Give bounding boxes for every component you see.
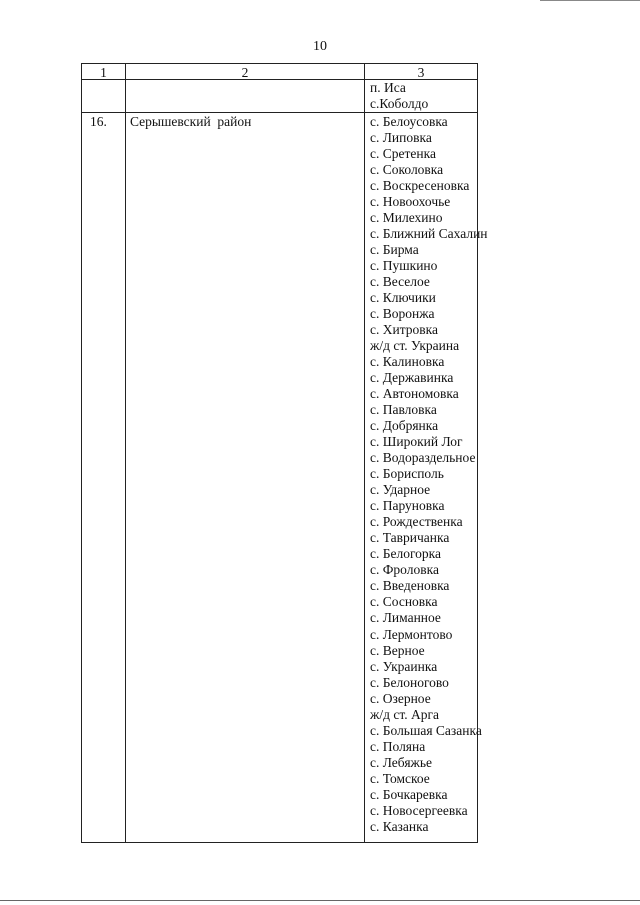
settlement-item: ж/д ст. Украина [370, 338, 460, 354]
settlement-item: с. Павловка [370, 402, 437, 418]
settlement-item: с. Поляна [370, 738, 426, 754]
settlement-item: с. Державинка [370, 370, 454, 386]
settlement-item: с. Паруновка [370, 498, 445, 514]
settlement-item: с. Калиновка [370, 354, 445, 370]
settlement-item: с. Сосновка [370, 594, 438, 610]
settlement-item: с. Бочкаревка [370, 786, 448, 802]
settlement-item: с. Водораздельное [370, 450, 476, 466]
settlement-item: с. Лебяжье [370, 754, 433, 770]
settlement-item: с. Казанка [370, 818, 429, 834]
settlement-item: с. Пушкино [370, 258, 438, 274]
settlement-item: с. Рождественка [370, 514, 463, 530]
settlement-item: с. Добрянка [370, 418, 439, 434]
header-col-2: 2 [241, 65, 249, 80]
settlement-item: с. Новоохочье [370, 194, 451, 210]
scan-edge-top [540, 0, 640, 1]
page-number: 10 [313, 39, 327, 54]
settlement-item: с. Тавричанка [370, 530, 450, 546]
settlement-item: с. Ключики [370, 290, 436, 306]
settlement-item: с. Ближний Сахалин [370, 226, 488, 242]
settlement-item: с. Автономовка [370, 386, 459, 402]
settlement-item: с. Широкий Лог [370, 434, 463, 450]
settlement-item: с. Липовка [370, 130, 432, 146]
settlement-item: с. Милехино [370, 210, 443, 226]
entry-number: 16. [90, 114, 107, 129]
settlement-item: с. Бирма [370, 242, 419, 258]
settlement-item: с. Воронжа [370, 306, 435, 322]
settlement-item: с. Лермонтово [370, 626, 453, 642]
settlement-item: с. Хитровка [370, 322, 439, 338]
settlement-item: с. Новосергеевка [370, 802, 468, 818]
settlement-item: с. Ударное [370, 482, 431, 498]
settlement-item: с. Воскресеновка [370, 178, 470, 194]
header-col-3: 3 [417, 65, 425, 80]
settlement-item: с. Фроловка [370, 562, 439, 578]
settlement-item: с. Белоногово [370, 674, 449, 690]
settlement-item: с. Большая Сазанка [370, 722, 482, 738]
settlements-table [81, 63, 488, 843]
settlement-item: с. Борисполь [370, 466, 444, 482]
column-divider-1 [125, 64, 126, 842]
settlement-item: ж/д ст. Арга [370, 706, 439, 722]
settlement-item: с. Сретенка [370, 146, 436, 162]
settlement-item: с. Озерное [370, 690, 431, 706]
district-name: Серышевский район [130, 114, 252, 129]
settlement-item: с. Томское [370, 770, 430, 786]
settlement-item: с. Белоусовка [370, 114, 448, 129]
scan-edge-bottom [0, 900, 640, 901]
settlement-item: с. Введеновка [370, 578, 450, 594]
settlement-list [370, 114, 488, 835]
continuation-settlement: п. Иса [370, 80, 406, 95]
header-col-1: 1 [100, 65, 107, 80]
settlement-item: с. Верное [370, 642, 425, 658]
settlement-item: с. Соколовка [370, 162, 444, 178]
settlement-item: с. Украинка [370, 658, 438, 674]
column-divider-2 [364, 64, 365, 842]
continuation-settlement: с.Коболдо [370, 96, 429, 111]
settlement-item: с. Лиманное [370, 610, 441, 626]
settlement-item: с. Белогорка [370, 546, 442, 562]
continuation-row-divider [82, 112, 477, 113]
settlement-item: с. Веселое [370, 274, 430, 290]
